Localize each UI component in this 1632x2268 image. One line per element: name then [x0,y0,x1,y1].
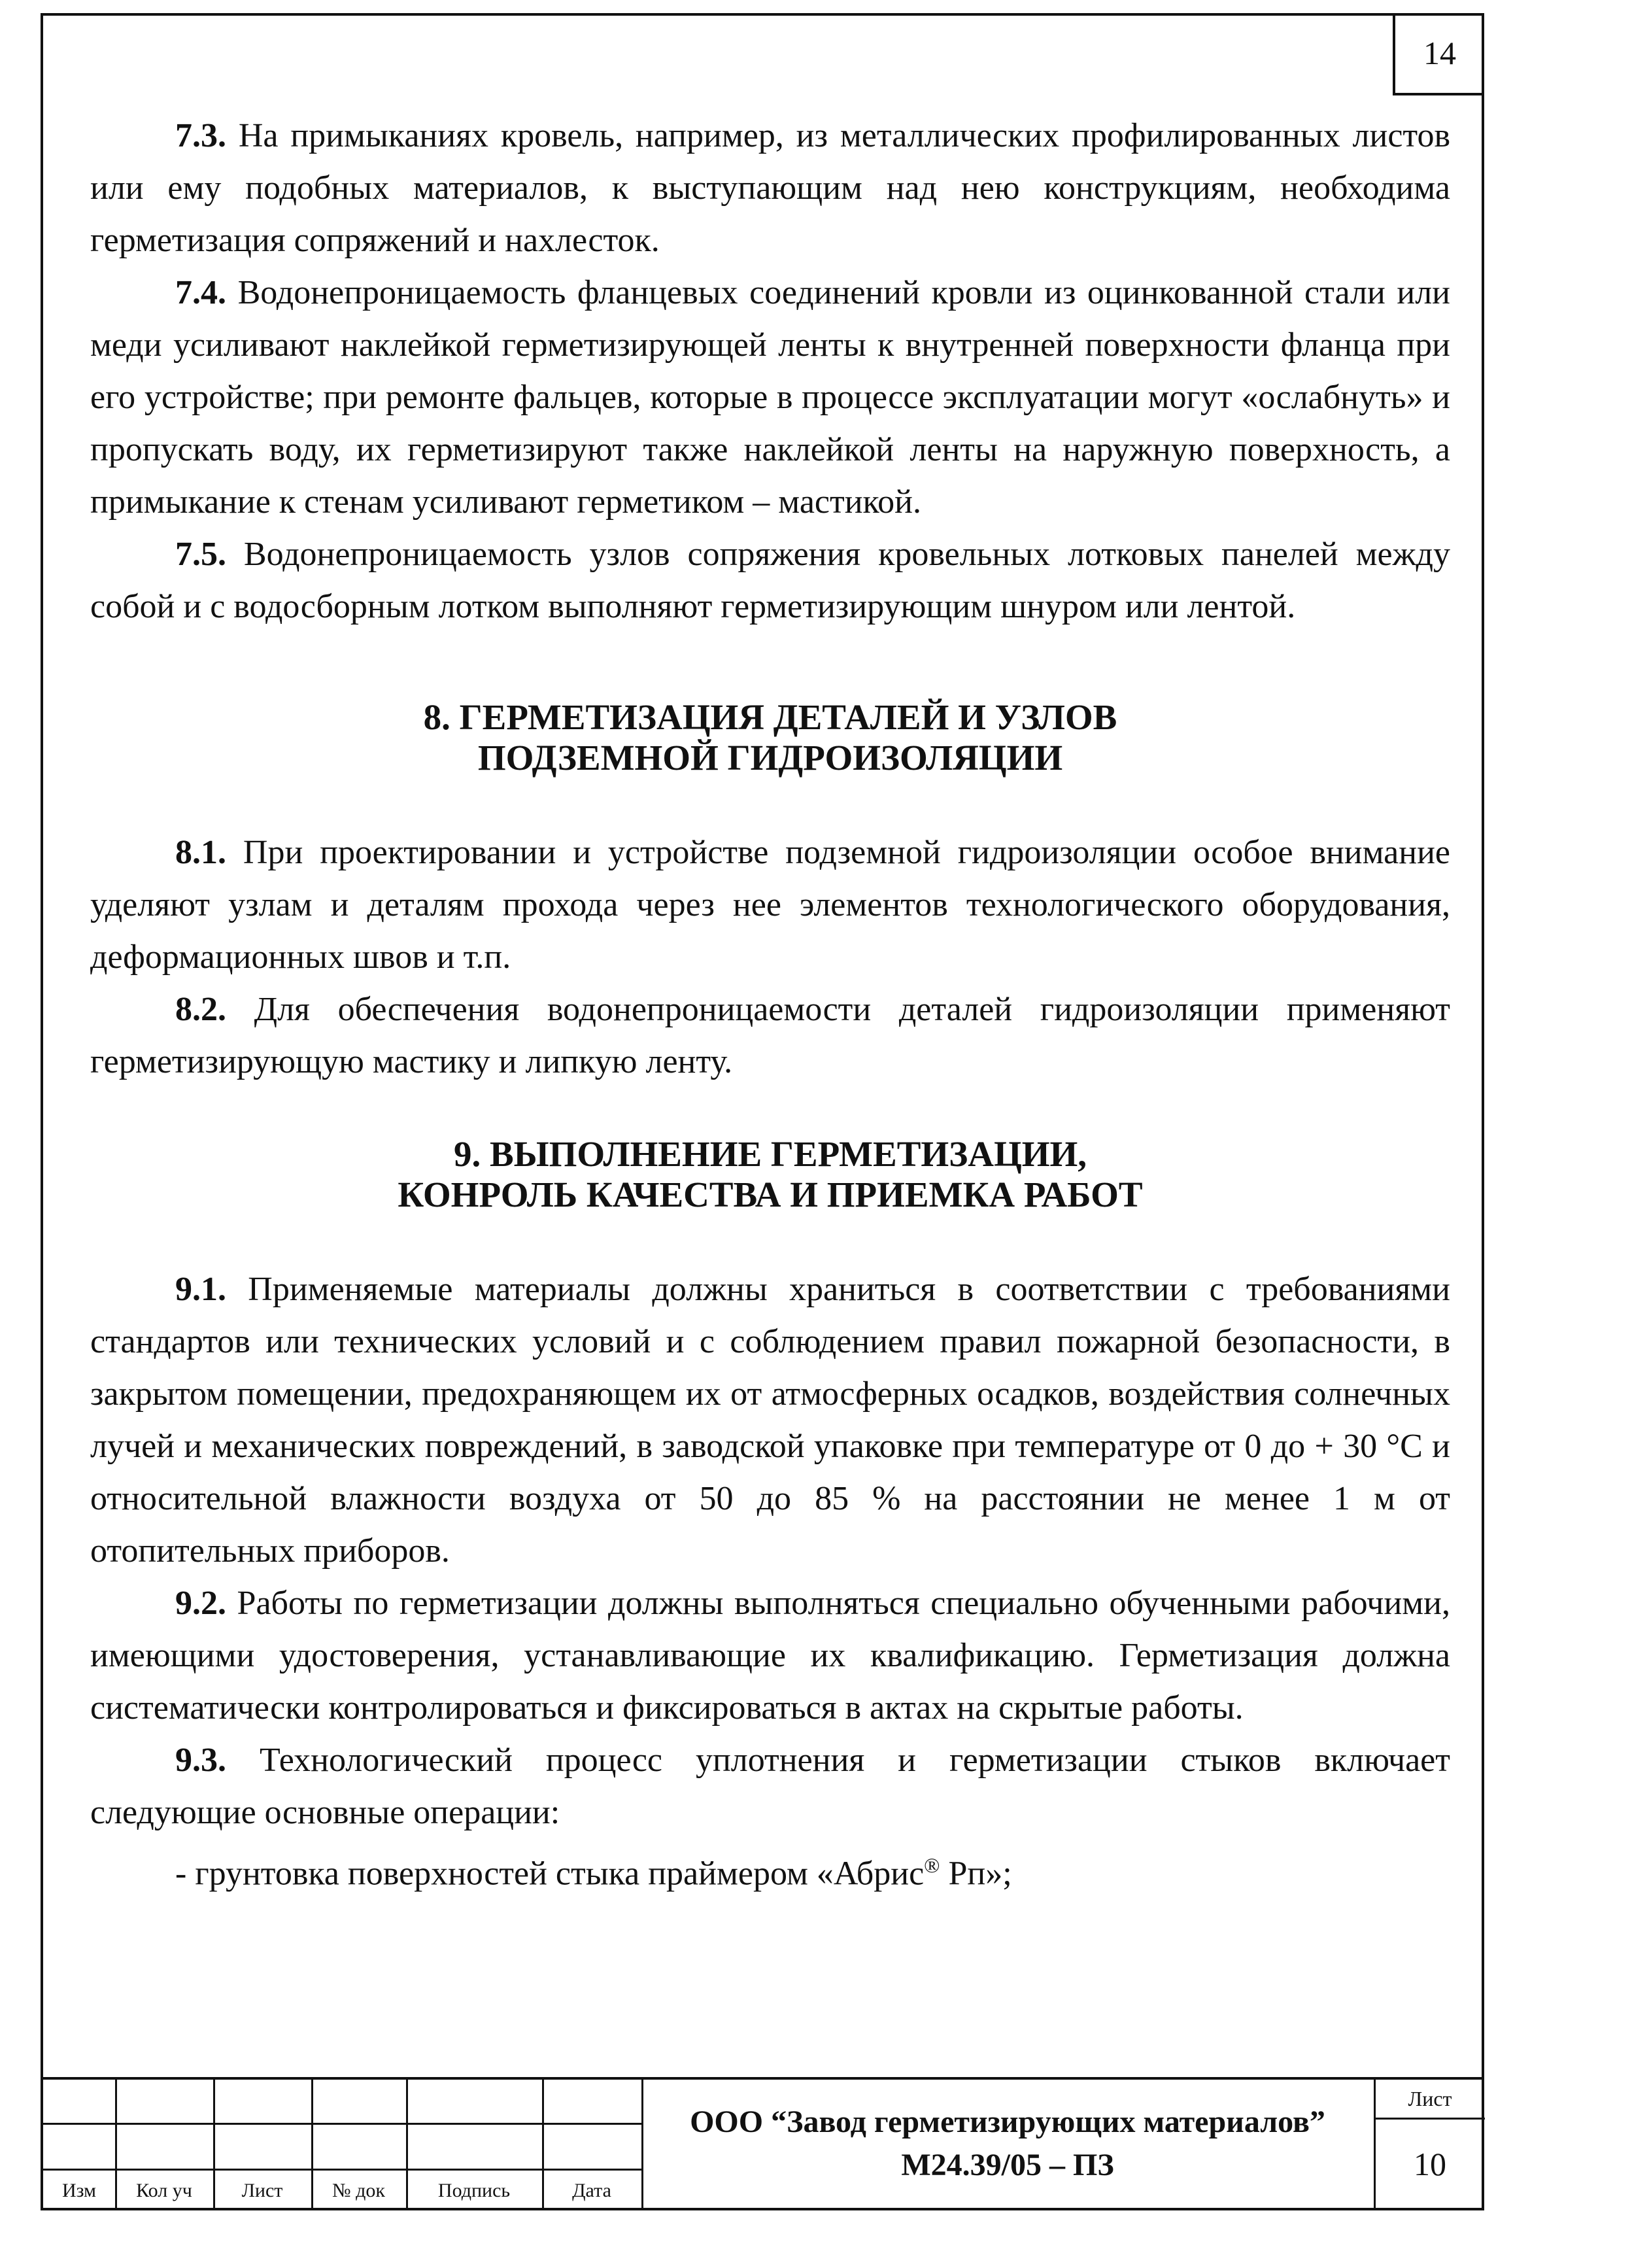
document-body [90,110,1450,1900]
list-item-priming: - грунтовка поверхностей стыка праймером «Абрис® Рп»; [175,1853,1012,1893]
label-doc-number: № док [332,2180,385,2201]
section-8-heading: 8. ГЕРМЕТИЗАЦИЯ ДЕТАЛЕЙ И УЗЛОВ ПОДЗЕМНОЙ ГИДРОИЗОЛЯЦИИ [423,697,1117,778]
title-block-sheet-line [1374,2118,1485,2120]
label-izm: Изм [61,2180,97,2201]
title-block-row-line [43,2123,641,2125]
sheet-label: Лист [1408,2086,1452,2110]
label-list: Лист [241,2180,283,2201]
organization-block [641,2080,1374,2208]
paragraph-9-1: 9.1. Применяемые материалы должны храниться в соответствии с требованиями стандартов или технических условий и с соблюдением правил пожарной безопасности, в закрытом помещении, предохраняющем их от атмосферных осадков, воздействия солнечных лучей и механических повреждений, в заводской упаковке при температуре от 0 до + 30 °С и относительной влажности воздуха от 50 до 85 % на расстоянии не менее 1 м от отопительных приборов. [90,1271,1450,1570]
label-kol-uch: Кол уч [136,2180,192,2201]
document-code: М24.39/05 – ПЗ [901,2148,1114,2182]
label-signature: Подпись [437,2180,511,2201]
paragraph-8-1: 8.1. При проектировании и устройстве подземной гидроизоляции особое внимание уделяют узлам и деталям прохода через нее элементов технологического оборудования, деформационных швов и т.п. [90,834,1450,976]
label-date: Дата [572,2180,611,2201]
sheet-number: 10 [1414,2146,1446,2182]
section-9-heading: 9. ВЫПОЛНЕНИЕ ГЕРМЕТИЗАЦИИ, КОНРОЛЬ КАЧЕСТВА И ПРИЕМКА РАБОТ [398,1134,1143,1214]
paragraph-7-5: 7.5. Водонепроницаемость узлов сопряжения кровельных лотковых панелей между собой и с водосборным лотком выполняют герметизирующим шнуром или лентой. [90,536,1450,625]
paragraph-9-3: 9.3. Технологический процесс уплотнения и герметизации стыков включает следующие основные операции: [90,1742,1450,1831]
title-block-row-line [43,2169,641,2171]
paragraph-9-2: 9.2. Работы по герметизации должны выполняться специально обученными рабочими, имеющими удостоверения, устанавливающие их квалификацию. Герметизация должна систематически контролироваться и фиксироваться в актах на скрытые работы. [90,1585,1450,1727]
paragraph-8-2: 8.2. Для обеспечения водонепроницаемости деталей гидроизоляции применяют герметизирующую мастику и липкую ленту. [90,991,1451,1080]
page-number-top: 14 [1393,13,1484,95]
paragraph-7-4: 7.4. Водонепроницаемость фланцевых соединений кровли из оцинкованной стали или меди усиливают наклейкой герметизирующей ленты к внутренней поверхности фланца при его устройстве; при ремонте фальцев, которые в процессе эксплуатации могут «ослабнуть» и пропускать воду, их герметизируют также наклейкой ленты на наружную поверхность, а примыкание к стенам усиливают герметиком – мастикой. [90,274,1450,521]
paragraph-7-3: 7.3. На примыканиях кровель, например, из металлических профилированных листов или ему подобных материалов, к выступающим над нею конструкциям, необходима герметизация сопряжений и нахлесток. [90,117,1450,259]
title-block [41,2080,1484,2210]
organization-name: ООО “Завод герметизирующих материалов” [690,2105,1325,2139]
